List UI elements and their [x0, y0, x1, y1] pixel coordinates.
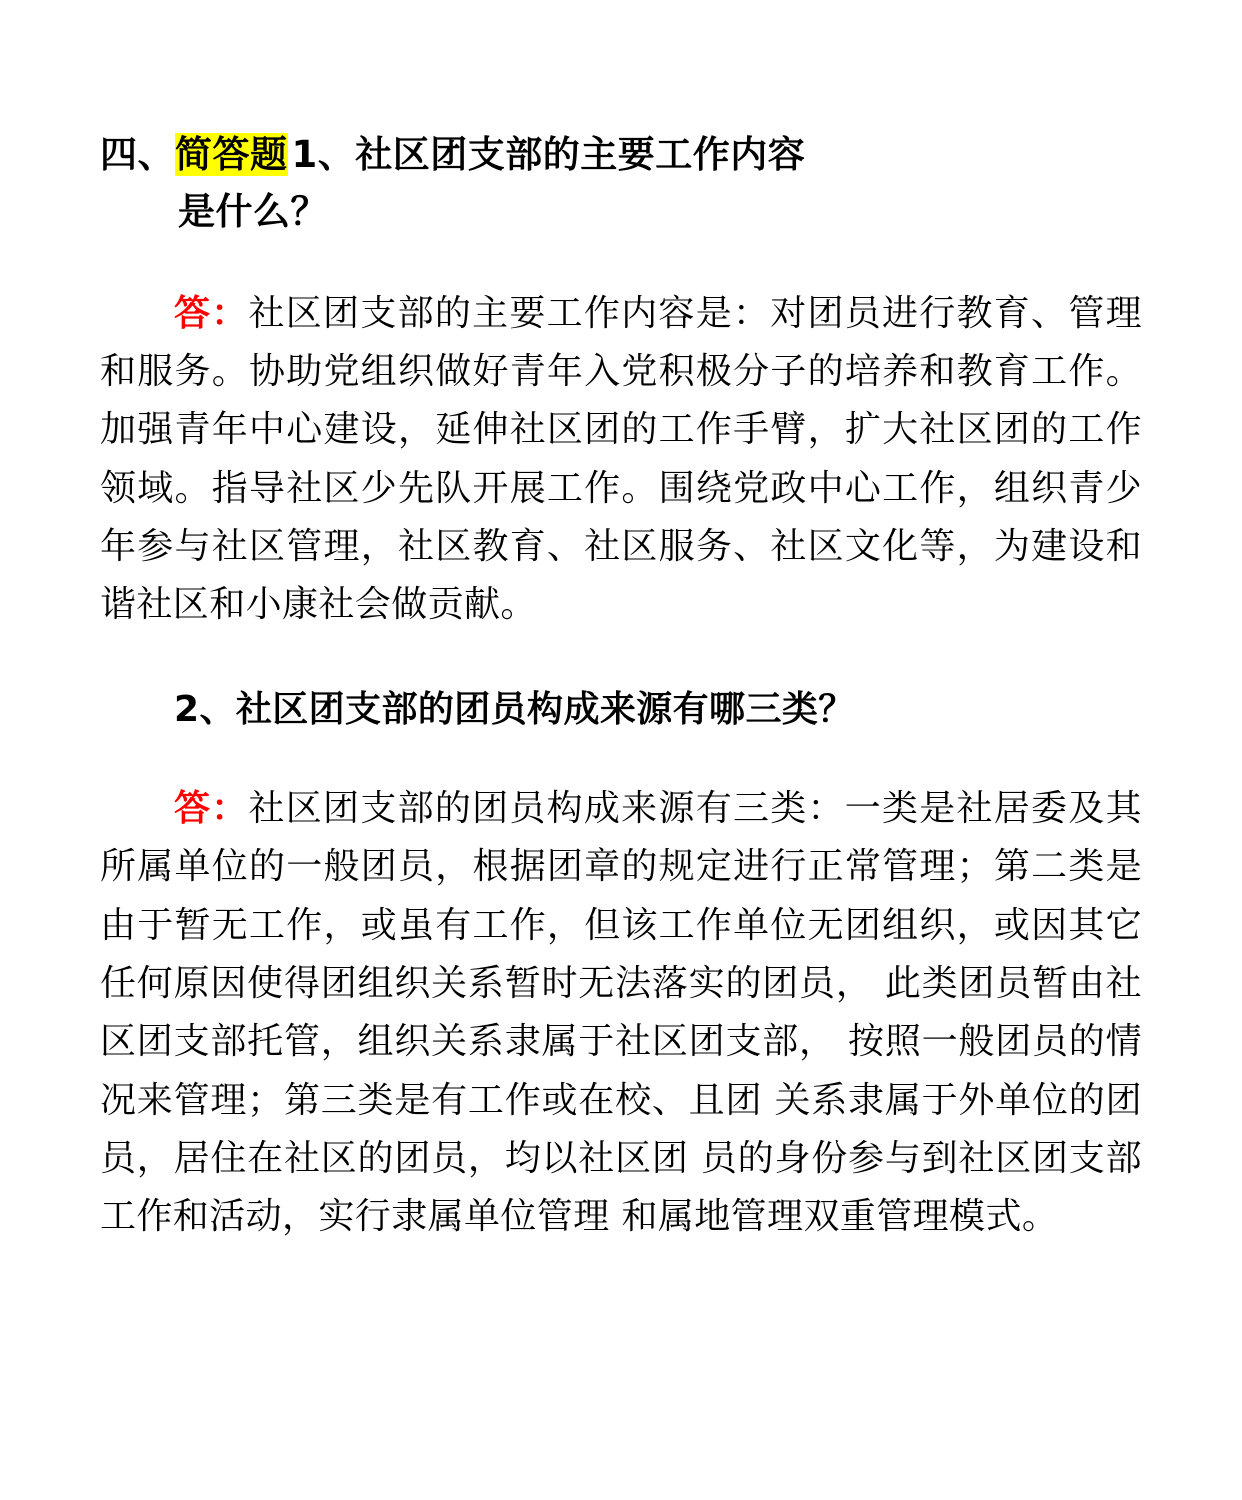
section-label-highlighted: 简答题 — [175, 133, 288, 176]
section-number: 四、 — [100, 133, 175, 176]
question-1-text: 1、社区团支部的主要工作内容 — [291, 133, 806, 176]
answer-1-paragraph — [100, 285, 1142, 635]
answer-2-paragraph — [100, 780, 1142, 1247]
question-2-heading: 2、社区团支部的团员构成来源有哪三类？ — [174, 688, 855, 730]
answer-2-label: 答： — [174, 788, 249, 830]
section-heading — [100, 126, 1142, 241]
answer-2-text: 社区团支部的团员构成来源有三类：一类是社居委及其所属单位的一般团员，根据团章的规定进行正常管理；第二类是由于暂无工作，或虽有工作，但该工作单位无团组织，或因其它任何原因使得团组织关系暂时无法落实的团员， 此类团员暂由社区团支部托管，组织关系隶属于社区团支部， 按照一般团员的情况来管理；第三类是有工作或在校、且团 关系隶属于外单位的团员，居住在社区的团员，均以社区团 员的身份参与到社区团支部工作和活动，实行隶属单位管理 和属地管理双重管理模式。 — [100, 788, 1142, 1238]
answer-1-label: 答： — [174, 292, 249, 334]
question-1-text-line2: 是什么？ — [178, 190, 328, 234]
answer-1-text: 社区团支部的主要工作内容是：对团员进行教育、管理和服务。协助党组织做好青年入党积极分子的培养和教育工作。加强青年中心建设，延伸社区团的工作手臂，扩大社区团的工作领域。指导社区少先队开展工作。围绕党政中心工作，组织青少年参与社区管理，社区教育、社区服务、社区文化等，为建设和谐社区和小康社会做贡献。 — [100, 292, 1142, 626]
